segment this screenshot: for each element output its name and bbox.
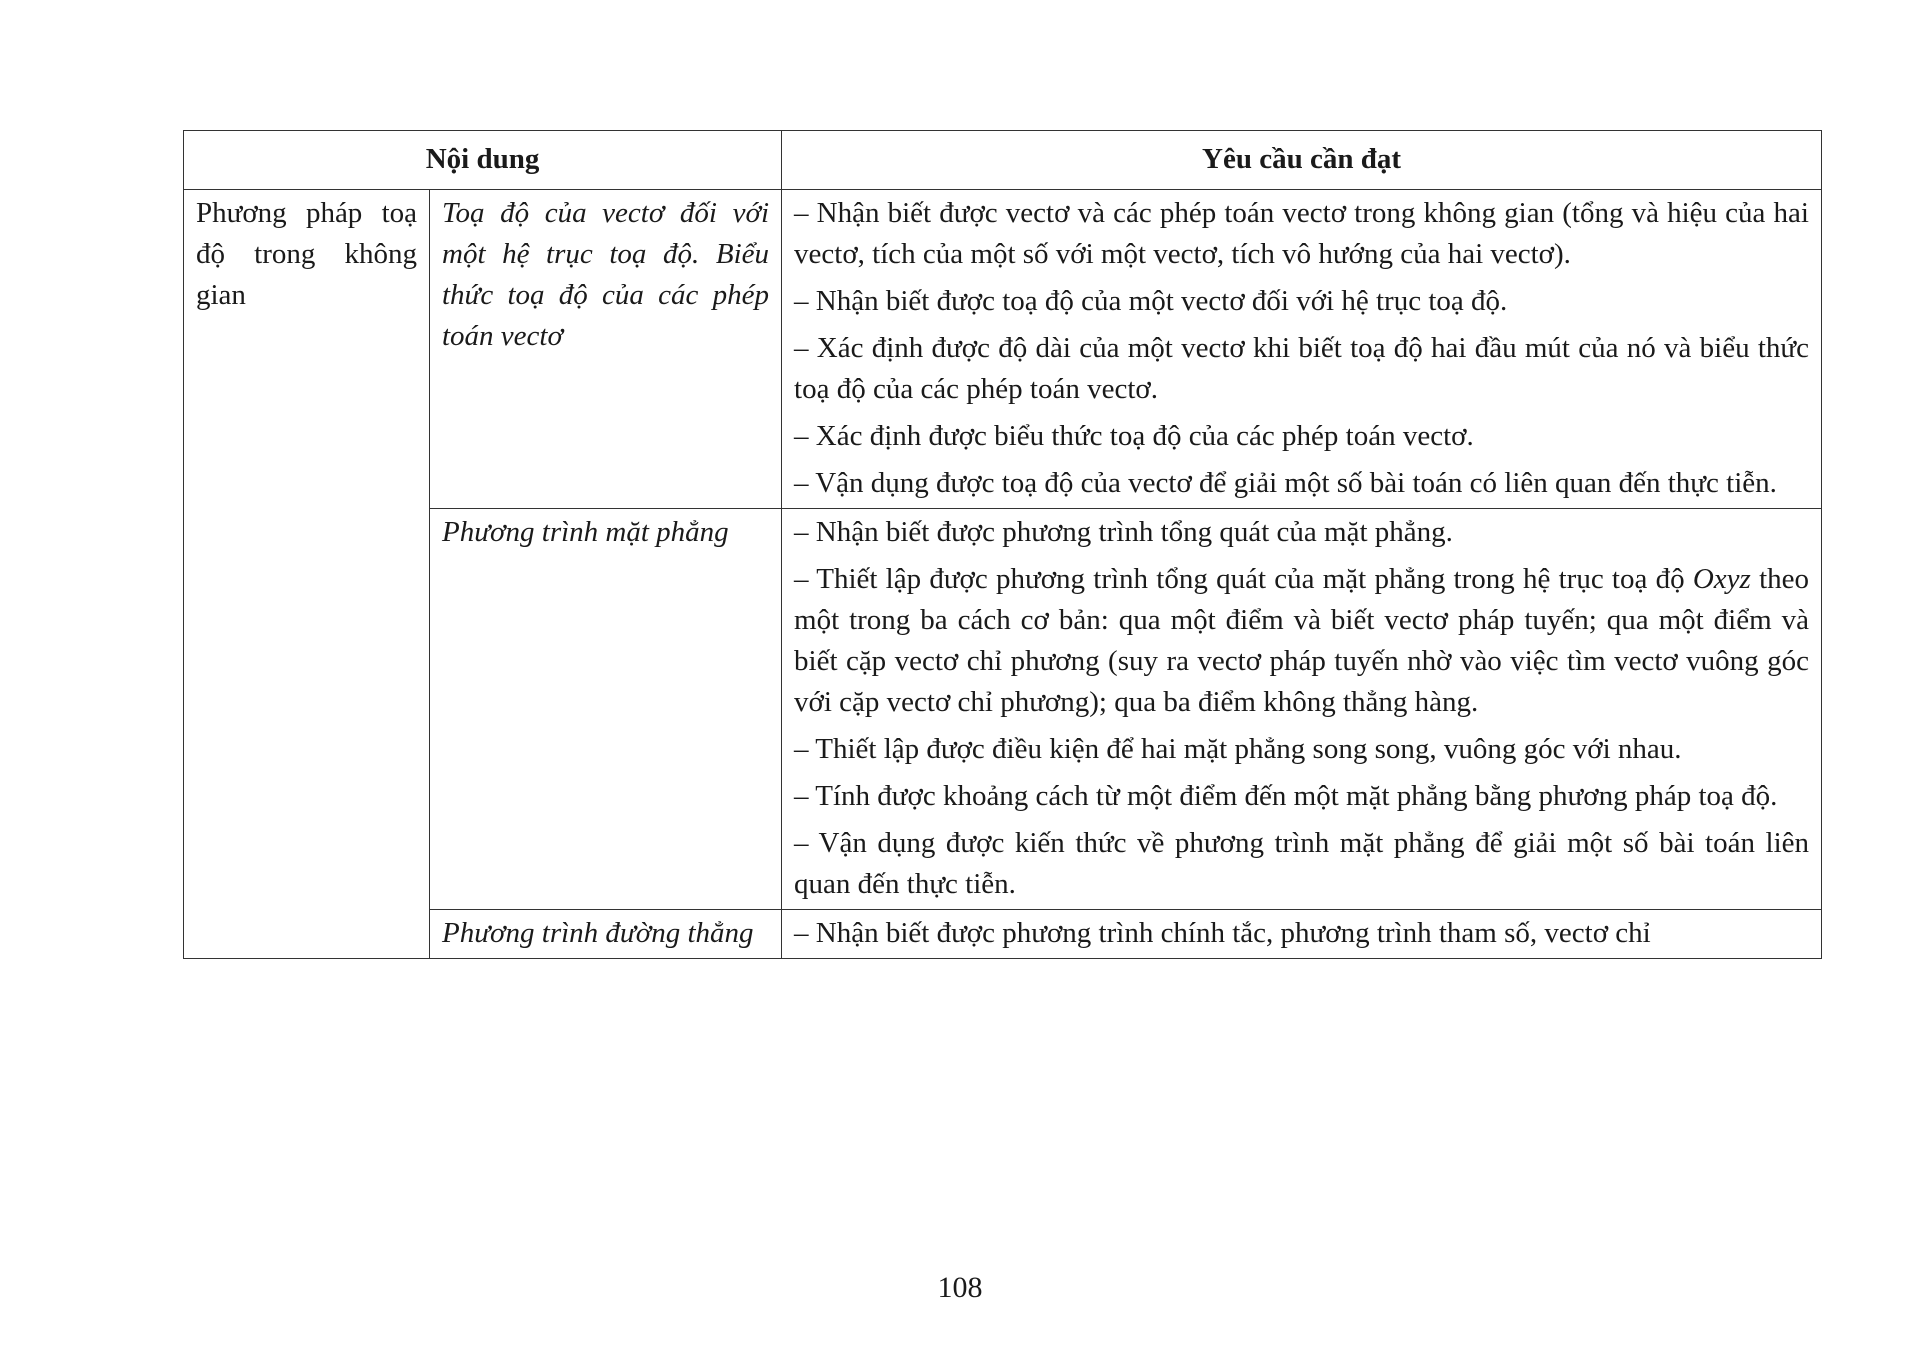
requirement-item: – Vận dụng được kiến thức về phương trình mặt phẳng để giải một số bài toán liên quan đến thực tiễn. [794, 827, 1809, 900]
page-number: 108 [937, 1271, 983, 1304]
subtopic-cell: Phương trình mặt phẳng [430, 509, 782, 910]
requirements-cell [782, 910, 1822, 959]
requirements-list [794, 512, 1809, 905]
requirement-item: – Nhận biết được toạ độ của một vectơ đối với hệ trục toạ độ. [794, 285, 1508, 317]
requirement-item: – Nhận biết được phương trình tổng quát của mặt phẳng. [794, 516, 1453, 548]
requirements-list [794, 193, 1809, 504]
requirement-item: – Xác định được độ dài của một vectơ khi biết toạ độ hai đầu mút của nó và biểu thức toạ độ của các phép toán vectơ. [794, 332, 1809, 405]
requirement-item: – Xác định được biểu thức toạ độ của các phép toán vectơ. [794, 420, 1474, 452]
requirement-item: – Nhận biết được vectơ và các phép toán vectơ trong không gian (tổng và hiệu của hai vectơ, tích của một số với một vectơ, tích vô hướng của hai vectơ). [794, 197, 1809, 270]
requirements-cell [782, 509, 1822, 910]
requirement-text: theo một trong ba cách cơ bản: qua một điểm và biết vectơ pháp tuyến; qua một điểm và biết cặp vectơ chỉ phương (suy ra vectơ pháp tuyến nhờ vào việc tìm vectơ vuông góc với cặp vectơ chỉ phương); qua ba điểm không thẳng hàng. [794, 563, 1809, 718]
subtopic-cell: Toạ độ của vectơ đối với một hệ trục toạ độ. Biểu thức toạ độ của các phép toán vectơ [430, 190, 782, 509]
coordinate-system-name: Oxyz [1692, 563, 1751, 595]
subtopic-cell: Phương trình đường thẳng [430, 910, 782, 959]
requirement-item [794, 559, 1809, 723]
requirement-item: – Thiết lập được điều kiện để hai mặt phẳng song song, vuông góc với nhau. [794, 733, 1682, 765]
table-row [184, 190, 1822, 509]
header-requirements: Yêu cầu cần đạt [782, 131, 1822, 190]
table-row [184, 509, 1822, 910]
table-header-row [184, 131, 1822, 190]
requirement-text: – Thiết lập được phương trình tổng quát của mặt phẳng trong hệ trục toạ độ [794, 563, 1693, 595]
requirements-cell [782, 190, 1822, 509]
curriculum-table [183, 130, 1822, 959]
table-row [184, 910, 1822, 959]
requirement-item: – Vận dụng được toạ độ của vectơ để giải một số bài toán có liên quan đến thực tiễn. [794, 467, 1777, 499]
requirement-item: – Tính được khoảng cách từ một điểm đến một mặt phẳng bằng phương pháp toạ độ. [794, 780, 1778, 812]
header-content: Nội dung [184, 131, 782, 190]
requirements-list [794, 913, 1809, 954]
topic-cell: Phương pháp toạ độ trong không gian [184, 190, 430, 959]
requirement-item: – Nhận biết được phương trình chính tắc, phương trình tham số, vectơ chỉ [794, 917, 1651, 949]
